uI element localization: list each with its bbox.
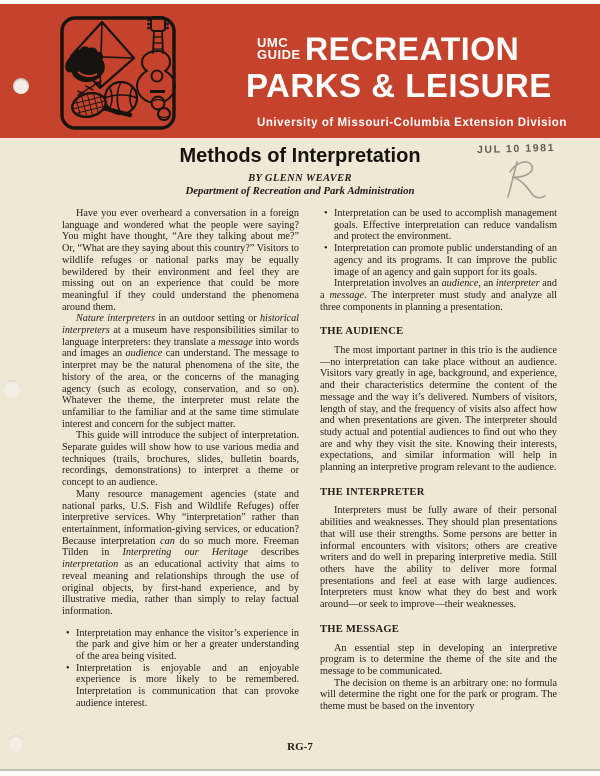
- byline: [0, 173, 600, 197]
- masthead-subtitle: University of Missouri-Columbia Extension Division: [257, 117, 567, 129]
- paragraph: This guide will introduce the subject of interpretation. Separate guides will show how to use various media and techniques (trails, brochures, slides, bulletin boards, recordings, demonstrations) to interpret a theme or concept to an audience.: [62, 430, 299, 489]
- paragraph: An essential step in developing an interpretive program is to determine the theme of the site and the message to be communicated.: [320, 642, 557, 677]
- article-body: [62, 208, 557, 713]
- paragraph: Many resource management agencies (state and national parks, U.S. Fish and Wildlife Refuges) offer interpretive services. Why “interpretation” rather than entertainment, information-giving services, or education? Because interpretation can do so much more. Freeman Tilden in Interpreting our Heritage describes interpretation as an educational activity that aims to reveal meaning and relationships through the use of original objects, by first-hand experience, and by illustrative media, rather than simply to relay factual information.: [62, 488, 299, 617]
- paragraph: Nature interpreters in an outdoor setting or historical interpreters at a museum have responsibilities similar to language interpreters: they translate a message into words and images an audience can understand. The message to interpret may be the natural phenomena of the site, the history of the area, or the concerns of the managing agency (such as ecology, conservation, and so on). Whatever the theme, the interpreter must relate the unfamiliar to the familiar and at the same time stimulate interest and concern for the subject matter.: [62, 313, 300, 430]
- byline-author: BY GLENN WEAVER: [248, 173, 352, 184]
- section-heading: THE MESSAGE: [320, 623, 400, 635]
- section-heading: THE INTERPRETER: [320, 486, 425, 498]
- masthead-title-parks-leisure: PARKS & LEISURE: [246, 67, 552, 104]
- bullet-item: • Interpretation is enjoyable and an enjoyable experience is more likely to be remembered. Interpretation is communication that can provoke audience interest.: [76, 663, 299, 710]
- punch-hole-middle: [3, 380, 21, 398]
- page-number: RG-7: [287, 741, 313, 753]
- bullet-item: • Interpretation can promote public understanding of an agency and its programs. It can improve the public image of an agency and gain support for its goals.: [334, 243, 557, 278]
- page-title: Methods of Interpretation: [179, 145, 421, 167]
- masthead: [0, 4, 600, 142]
- masthead-title-recreation: RECREATION: [305, 31, 520, 67]
- bullet-list: [320, 208, 557, 278]
- right-column: [320, 208, 557, 713]
- bullet-list: [62, 628, 299, 710]
- umc-label: UMC: [257, 35, 289, 50]
- section-heading: THE AUDIENCE: [320, 326, 404, 338]
- paragraph: Interpretation involves an audience, an interpreter and a message. The interpreter must study and analyze all three components in planning a presentation.: [320, 278, 557, 313]
- punch-hole-top: [13, 78, 29, 94]
- bullet-item: • Interpretation can be used to accomplish management goals. Effective interpretation can reduce vandalism and protect the environment.: [334, 208, 557, 243]
- bullet-item: • Interpretation may enhance the visitor’s experience in the park and give him or her a greater understanding of the area being visited.: [76, 628, 299, 663]
- paragraph: Have you ever overheard a conversation in a foreign language and wondered what the people were saying? You might have thought, “Are they talking about me?” Or, “What are they saying about this country?” Visitors to wildlife refuges or national parks may be equally bewildered by their environment and feel they are missing out on an experience that could be more meaningful if they could understand the phenomena around them.: [62, 208, 299, 313]
- umc-guide-label: [257, 37, 301, 61]
- paragraph: The decision on theme is an arbitrary one: no formula will determine the right one for the park or program. The theme must be based on the inventory: [320, 677, 557, 713]
- guide-label: GUIDE: [257, 47, 301, 62]
- byline-department: Department of Recreation and Park Administration: [185, 185, 415, 197]
- left-column: [62, 208, 299, 713]
- paragraph: Interpreters must be fully aware of their personal abilities and weaknesses. They should plan presentations that will use their strengths. Some persons are better in informal encounters with visitors; others are creative writers and do well in preparing interpretive media. Still others have the ability to deliver more formal presentations and feel at ease with large audiences. Interpreters must know what they do best and work around—or seek to improve—their weaknesses.: [320, 505, 557, 611]
- date-stamp: JUL 10 1981: [476, 141, 556, 157]
- paragraph: The most important partner in this trio is the audience—no interpretation can take place without an audience. Visitors vary greatly in age, background, and experience, and their characteristics determine the content of the message and the way it’s delivered. Numbers of visitors, length of stay, and the frequency of visits also affect how and when presentations are given. The interpreter should study actual and potential audiences to find out who they are and why they visit the site. Knowing their interests, expectations, and similar information will help in planning an interpretive program relevant to the audience.: [320, 345, 557, 474]
- masthead-band: [0, 4, 600, 138]
